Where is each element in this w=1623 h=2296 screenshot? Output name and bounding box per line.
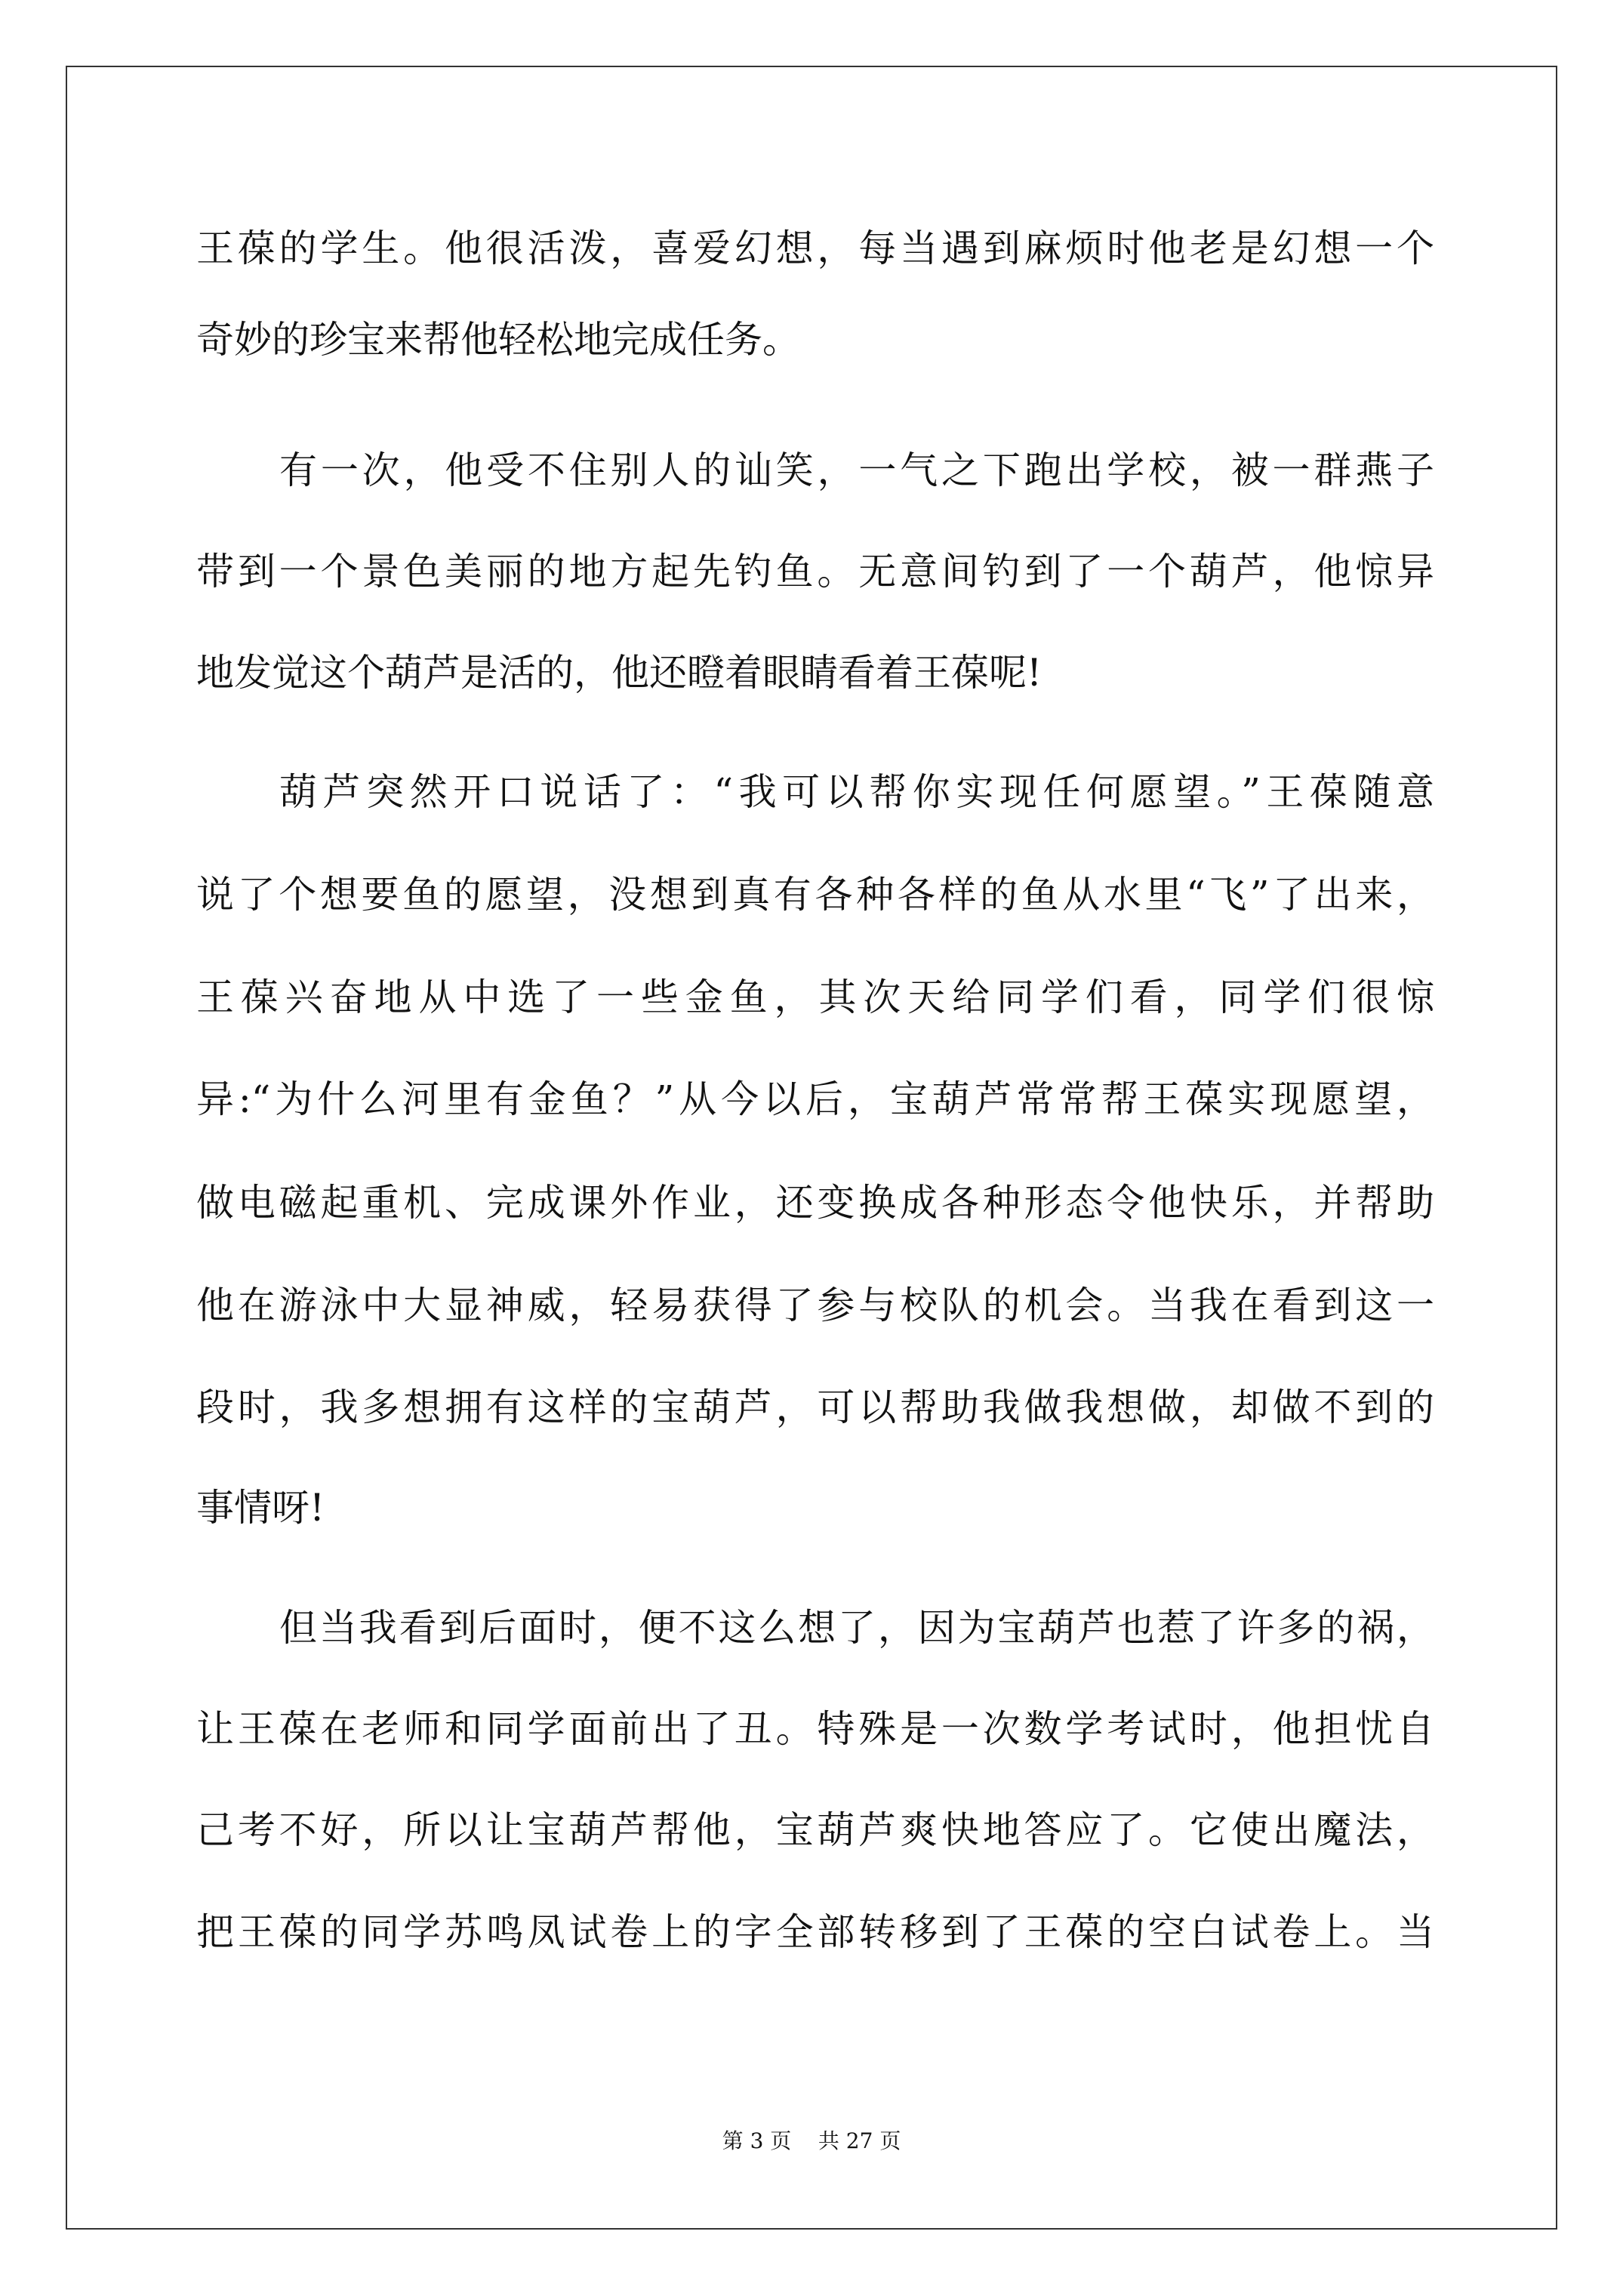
page-number-footer: 第 3 页 共 27 页 — [722, 2128, 901, 2153]
text-line: 段时，我多想拥有这样的宝葫芦，可以帮助我做我想做，却做不到的 — [196, 1385, 1434, 1429]
text-line: 地发觉这个葫芦是活的，他还瞪着眼睛看着王葆呢! — [196, 651, 1042, 695]
page-border — [66, 66, 1557, 2230]
text-line: 他在游泳中大显神威，轻易获得了参与校队的机会。当我在看到这一 — [196, 1284, 1434, 1327]
text-line: 带到一个景色美丽的地方起先钓鱼。无意间钓到了一个葫芦，他惊异 — [196, 550, 1434, 593]
text-line: 事情呀! — [196, 1486, 325, 1530]
text-line: 说了个想要鱼的愿望，没想到真有各种各样的鱼从水里“飞”了出来， — [196, 873, 1434, 917]
text-line: 己考不好，所以让宝葫芦帮他，宝葫芦爽快地答应了。它使出魔法， — [196, 1808, 1434, 1852]
text-line: 葫芦突然开口说话了：“我可以帮你实现任何愿望。”王葆随意 — [279, 770, 1434, 814]
text-line: 奇妙的珍宝来帮他轻松地完成任务。 — [196, 318, 800, 362]
text-line: 有一次，他受不住别人的讪笑，一气之下跑出学校，被一群燕子 — [279, 448, 1434, 492]
text-line: 但当我看到后面时，便不这么想了，因为宝葫芦也惹了许多的祸， — [279, 1606, 1434, 1650]
text-line: 王葆兴奋地从中选了一些金鱼，其次天给同学们看，同学们很惊 — [196, 975, 1434, 1019]
text-line: 把王葆的同学苏鸣凤试卷上的字全部转移到了王葆的空白试卷上。当 — [196, 1910, 1434, 1954]
text-line: 异:“为什么河里有金鱼？”从今以后，宝葫芦常常帮王葆实现愿望， — [196, 1077, 1434, 1121]
text-line: 王葆的学生。他很活泼，喜爱幻想，每当遇到麻烦时他老是幻想一个 — [196, 227, 1434, 270]
text-line: 做电磁起重机、完成课外作业，还变换成各种形态令他快乐，并帮助 — [196, 1181, 1434, 1225]
text-line: 让王葆在老师和同学面前出了丑。特殊是一次数学考试时，他担忧自 — [196, 1707, 1434, 1751]
